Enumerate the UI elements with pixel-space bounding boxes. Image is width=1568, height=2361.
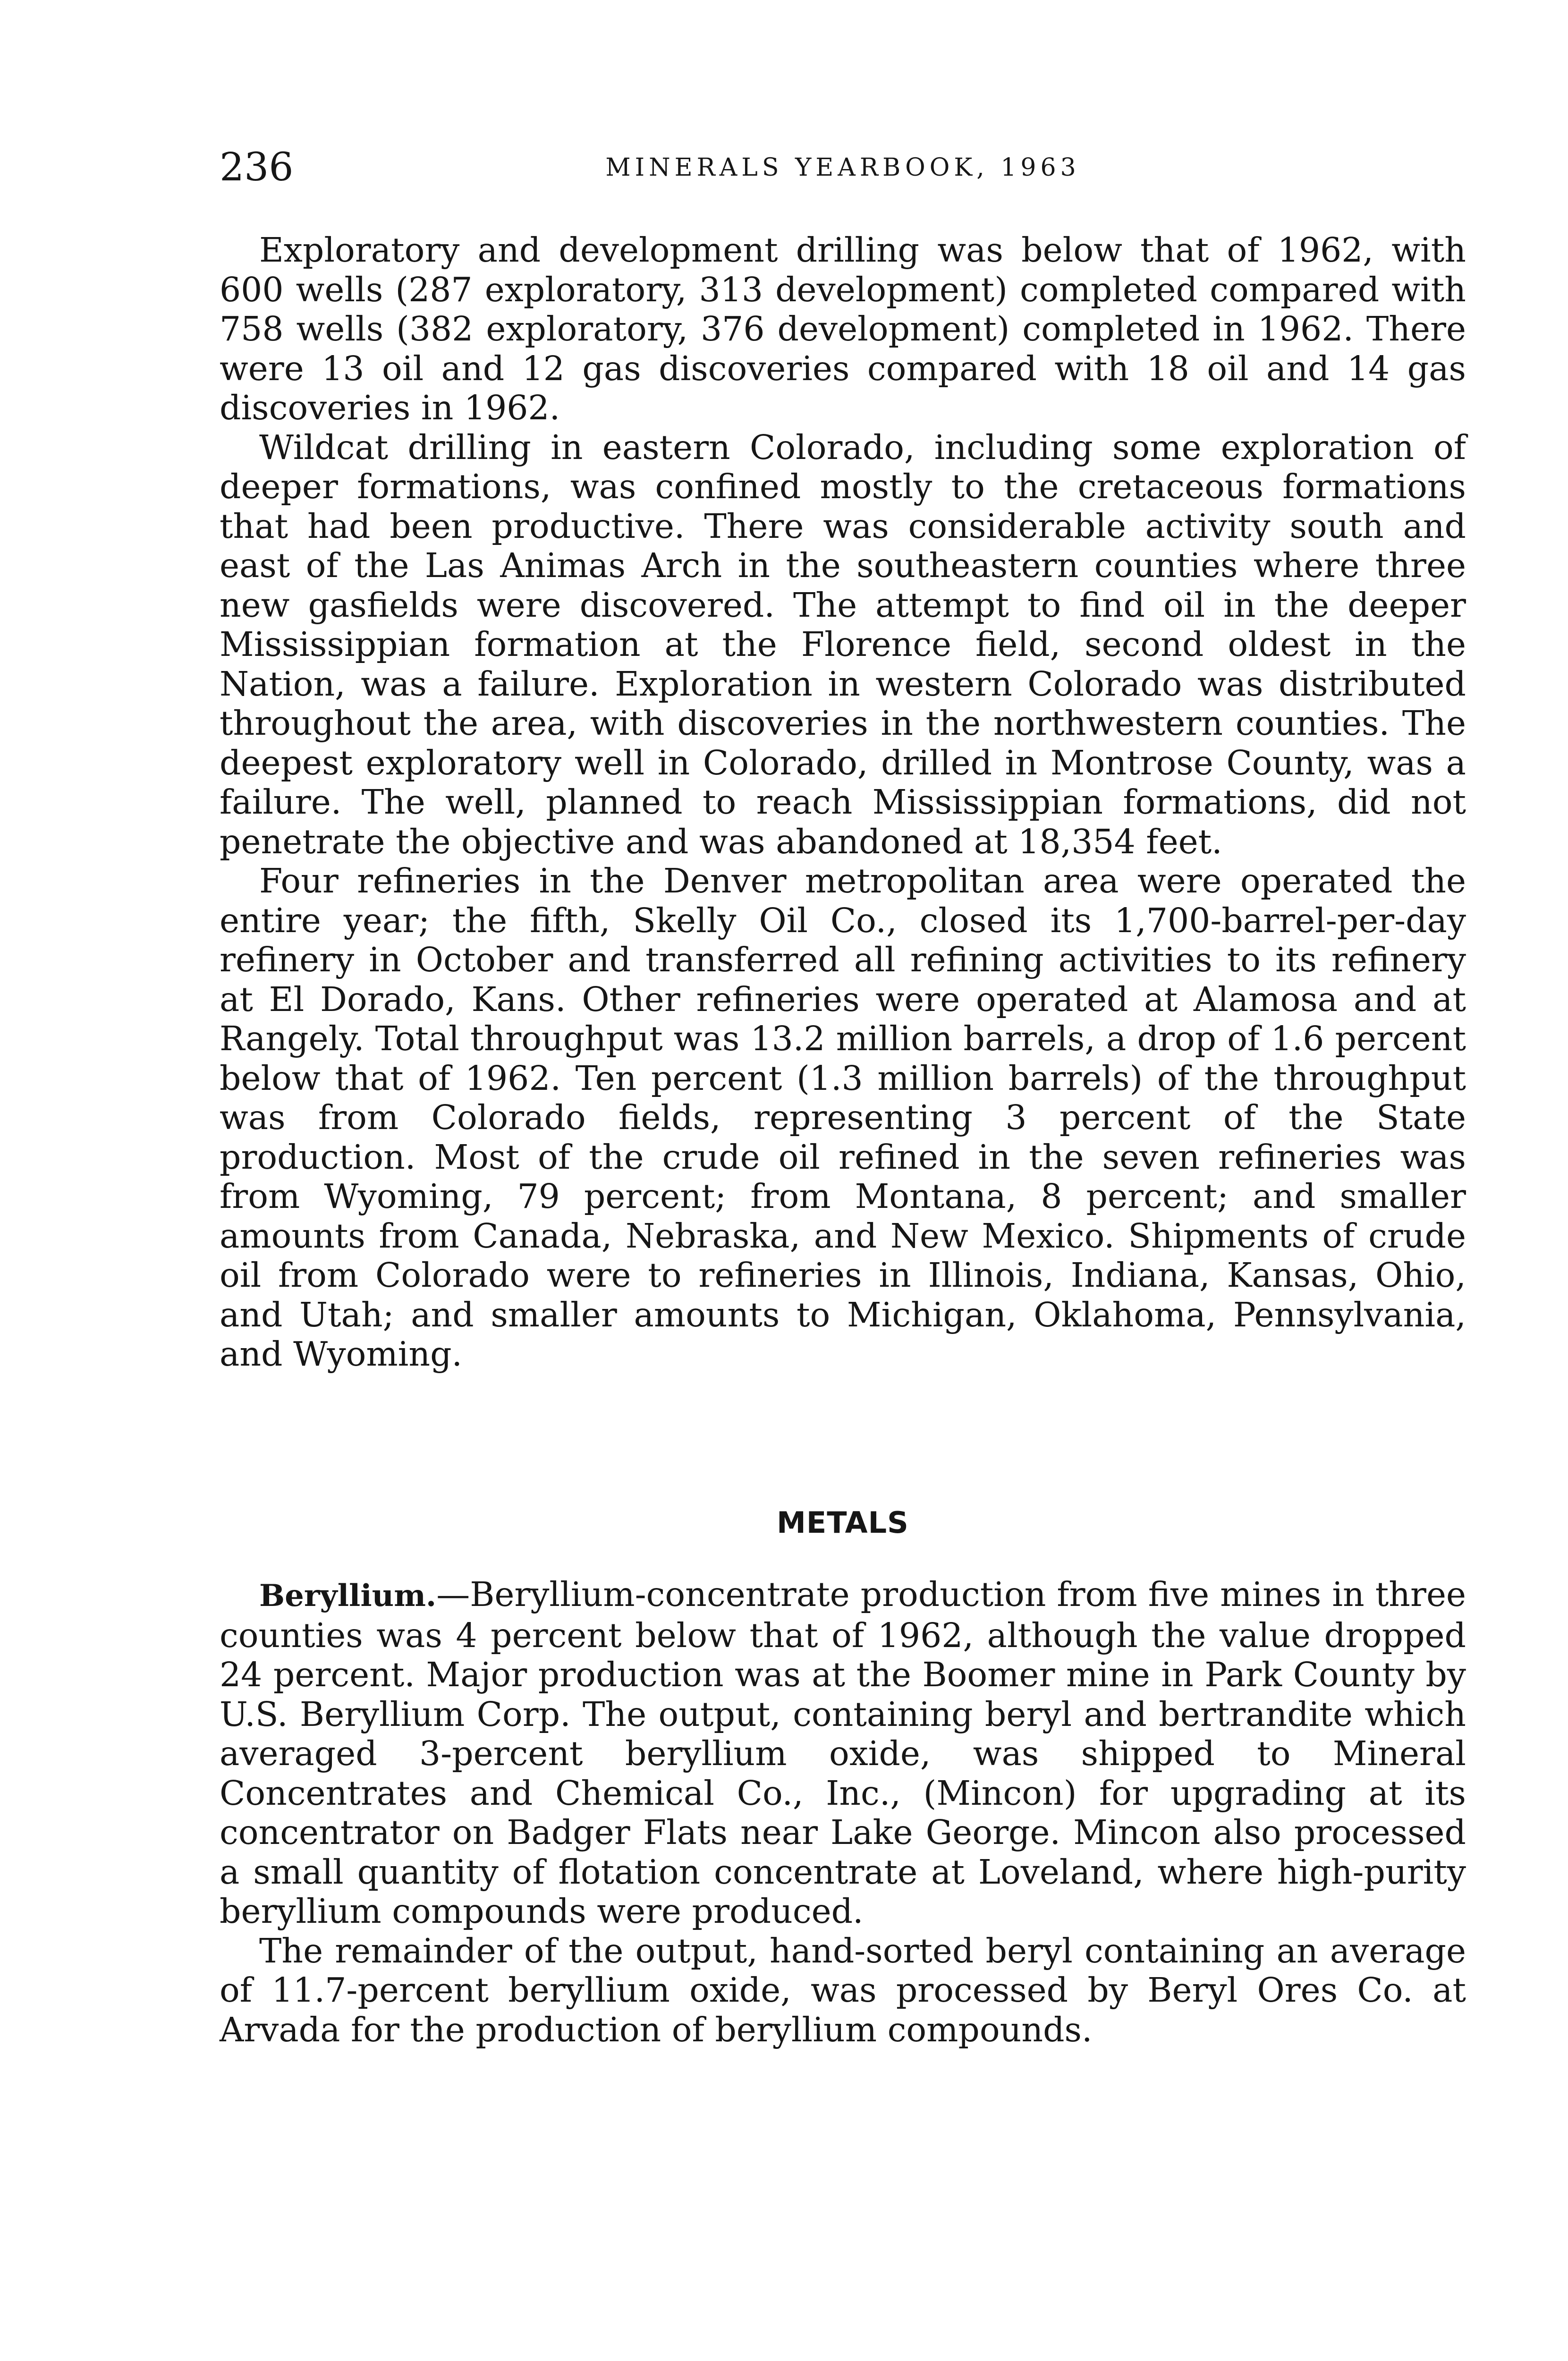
running-title: MINERALS YEARBOOK, 1963	[605, 153, 1080, 182]
paragraph-drilling: Exploratory and development drilling was below that of 1962, with 600 wells (287 exploratory, 313 development) completed compared with 758 wells (382 exploratory, 376 development) completed in 1962. There were 13 oil and 12 gas discoveries compared with 18 oil and 14 gas discoveries in 1962.	[220, 230, 1466, 427]
page-header	[220, 142, 1466, 194]
paragraph-beryllium	[220, 1575, 1466, 1931]
metals-text-block	[220, 1575, 1466, 2049]
paragraph-refineries: Four refineries in the Denver metropolitan area were operated the entire year; the fifth, Skelly Oil Co., closed its 1,700-barrel-per-day refinery in October and transferred all refining activities to its refinery at El Dorado, Kans. Other refineries were operated at Alamosa and at Rangely. Total throughput was 13.2 million barrels, a drop of 1.6 percent below that of 1962. Ten percent (1.3 million barrels) of the throughput was from Colorado fields, representing 3 percent of the State production. Most of the crude oil refined in the seven refineries was from Wyoming, 79 percent; from Montana, 8 percent; and smaller amounts from Canada, Nebraska, and New Mexico. Shipments of crude oil from Colorado were to refineries in Illinois, Indiana, Kansas, Ohio, and Utah; and smaller amounts to Michigan, Oklahoma, Pennsylvania, and Wyoming.	[220, 861, 1466, 1374]
run-in-head-beryllium: Beryllium.	[259, 1578, 437, 1614]
paragraph-wildcat-drilling: Wildcat drilling in eastern Colorado, including some exploration of deeper formations, was confined mostly to the cretaceous formations that had been productive. There was considerable activity south and east of the Las Animas Arch in the southeastern counties where three new gasfields were discovered. The attempt to find oil in the deeper Mississippian formation at the Florence field, second oldest in the Nation, was a failure. Exploration in western Colorado was distributed throughout the area, with discoveries in the northwestern counties. The deepest exploratory well in Colorado, drilled in Montrose County, was a failure. The well, planned to reach Mississippian formations, did not penetrate the objective and was abandoned at 18,354 feet.	[220, 427, 1466, 861]
section-heading-metals: METALS	[777, 1505, 909, 1540]
page-number: 236	[220, 145, 294, 190]
paragraph-beryl-remainder: The remainder of the output, hand-sorted beryl containing an average of 11.7-percent beryllium oxide, was processed by Beryl Ores Co. at Arvada for the production of beryllium compounds.	[220, 1931, 1466, 2049]
petroleum-text-block	[220, 230, 1466, 1374]
beryllium-paragraph-body: —Beryllium-concentrate production from five mines in three counties was 4 percent below that of 1962, although the value dropped 24 percent. Major production was at the Boomer mine in Park County by U.S. Beryllium Corp. The output, containing beryl and bertrandite which averaged 3-percent beryllium oxide, was shipped to Mineral Concentrates and Chemical Co., Inc., (Mincon) for upgrading at its concentrator on Badger Flats near Lake George. Mincon also processed a small quantity of flotation concentrate at Loveland, where high-purity beryllium compounds were produced.	[220, 1575, 1466, 1931]
